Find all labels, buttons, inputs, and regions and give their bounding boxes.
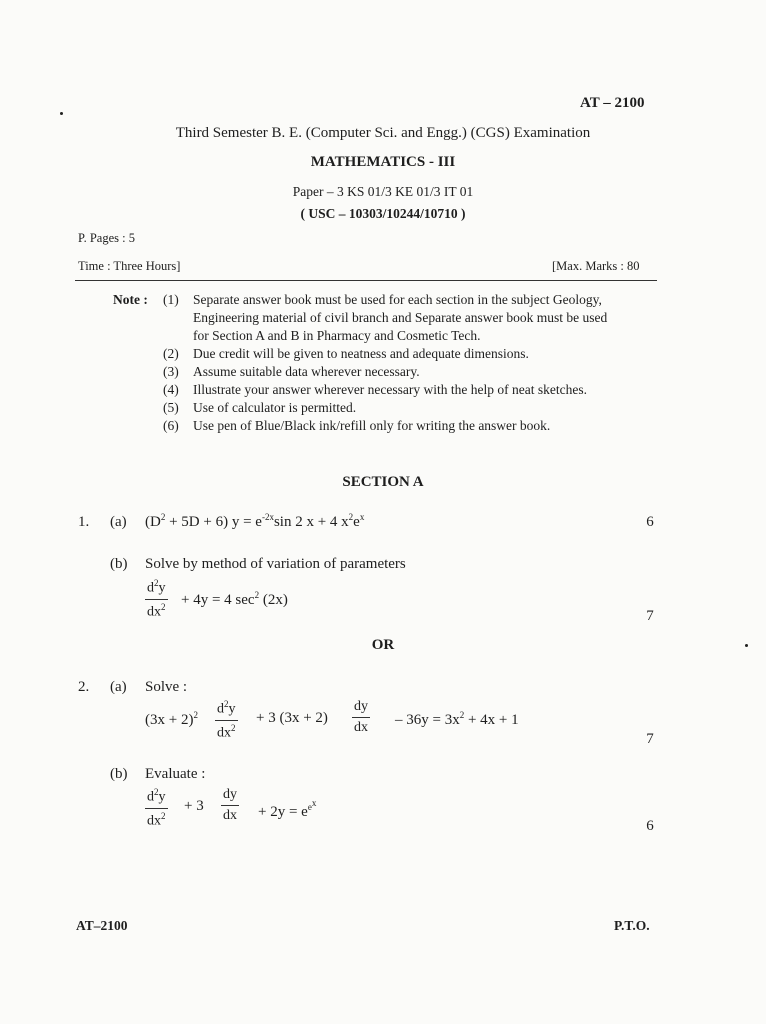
note-num: (4) [163, 382, 179, 397]
note-text: Assume suitable data wherever necessary. [193, 364, 420, 379]
note-label: Note : [113, 292, 148, 307]
equation-q2a-part: – $36y = 3x^2 + 4x + 1$ [395, 710, 519, 728]
equation-q2a-part: $(3x + 2)^2$ [145, 710, 198, 728]
note-num: (1) [163, 292, 179, 307]
note-text: Use pen of Blue/Black ink/refill only for writing the answer book. [193, 418, 551, 433]
time-label: Time : Three Hours] [78, 259, 181, 273]
note-num: (6) [163, 418, 179, 433]
header-rule [75, 280, 657, 281]
footer-code: AT–2100 [76, 918, 128, 933]
question-text: Solve by method of variation of parameters [145, 556, 406, 572]
equation-q1a: $(D^2 + 5D + 6) y = e^{-2x}\sin$ 2 x + 4 $x^2e^x$ [145, 512, 365, 530]
subpart-label: (b) [110, 556, 128, 572]
note-num: (2) [163, 346, 179, 361]
equation-q1b: + 4y = 4 $\sec^2 (2x)$ [181, 590, 288, 608]
fraction-dy-dx: $\frac{dy}{dx}$ [354, 699, 368, 735]
marks: 7 [646, 608, 654, 624]
usc-line: ( USC – 10303/10244/10710 ) [300, 206, 466, 221]
exam-title: Third Semester B. E. (Computer Sci. and Engg.) (CGS) Examination [175, 125, 591, 141]
question-number: 1. [78, 514, 90, 530]
max-marks: [Max. Marks : 80 [552, 259, 640, 273]
page-count: P. Pages : 5 [78, 231, 135, 245]
fraction-d2y-dx2: $\frac{d^2y}{dx^2}$ [147, 787, 166, 829]
note-text: Use of calculator is permitted. [193, 400, 357, 415]
paper-code: AT – 2100 [580, 95, 645, 111]
paper-line: Paper – 3 KS 01/3 KE 01/3 IT 01 [292, 184, 474, 199]
equation-q2b-part: + 3 [184, 798, 204, 814]
note-text: Illustrate your answer wherever necessary with the help of neat sketches. [193, 382, 587, 397]
subpart-label: (a) [110, 514, 127, 530]
note-text: Separate answer book must be used for each section in the subject Geology, [193, 292, 602, 307]
section-title: SECTION A [342, 474, 424, 490]
question-number: 2. [78, 679, 90, 695]
subpart-label: (b) [110, 766, 128, 782]
note-text: Due credit will be given to neatness and adequate dimensions. [193, 346, 529, 361]
note-num: (5) [163, 400, 179, 415]
scan-speck [60, 112, 63, 115]
note-text: for Section A and B in Pharmacy and Cosmetic Tech. [193, 328, 481, 343]
footer-pto: P.T.O. [614, 918, 650, 933]
scan-speck [745, 644, 748, 647]
equation-q2b-part: + $2y = e^{e^x}$ [258, 798, 317, 820]
marks: 6 [646, 514, 654, 530]
fraction-d2y-dx2: $\frac{d^2y}{dx^2}$ [147, 578, 166, 620]
subject-title: MATHEMATICS - III [310, 154, 456, 170]
fraction-dy-dx: $\frac{dy}{dx}$ [223, 787, 237, 823]
marks: 7 [646, 731, 654, 747]
equation-q2a-part: + 3 (3x + 2) [256, 710, 328, 726]
subpart-label: (a) [110, 679, 127, 695]
fraction-d2y-dx2: $\frac{d^2y}{dx^2}$ [217, 699, 236, 741]
note-num: (3) [163, 364, 179, 379]
or-divider: OR [371, 637, 395, 653]
question-text: Solve : [145, 679, 188, 695]
marks: 6 [646, 818, 654, 834]
note-text: Engineering material of civil branch and Separate answer book must be used [193, 310, 608, 325]
question-text: Evaluate : [145, 766, 206, 782]
